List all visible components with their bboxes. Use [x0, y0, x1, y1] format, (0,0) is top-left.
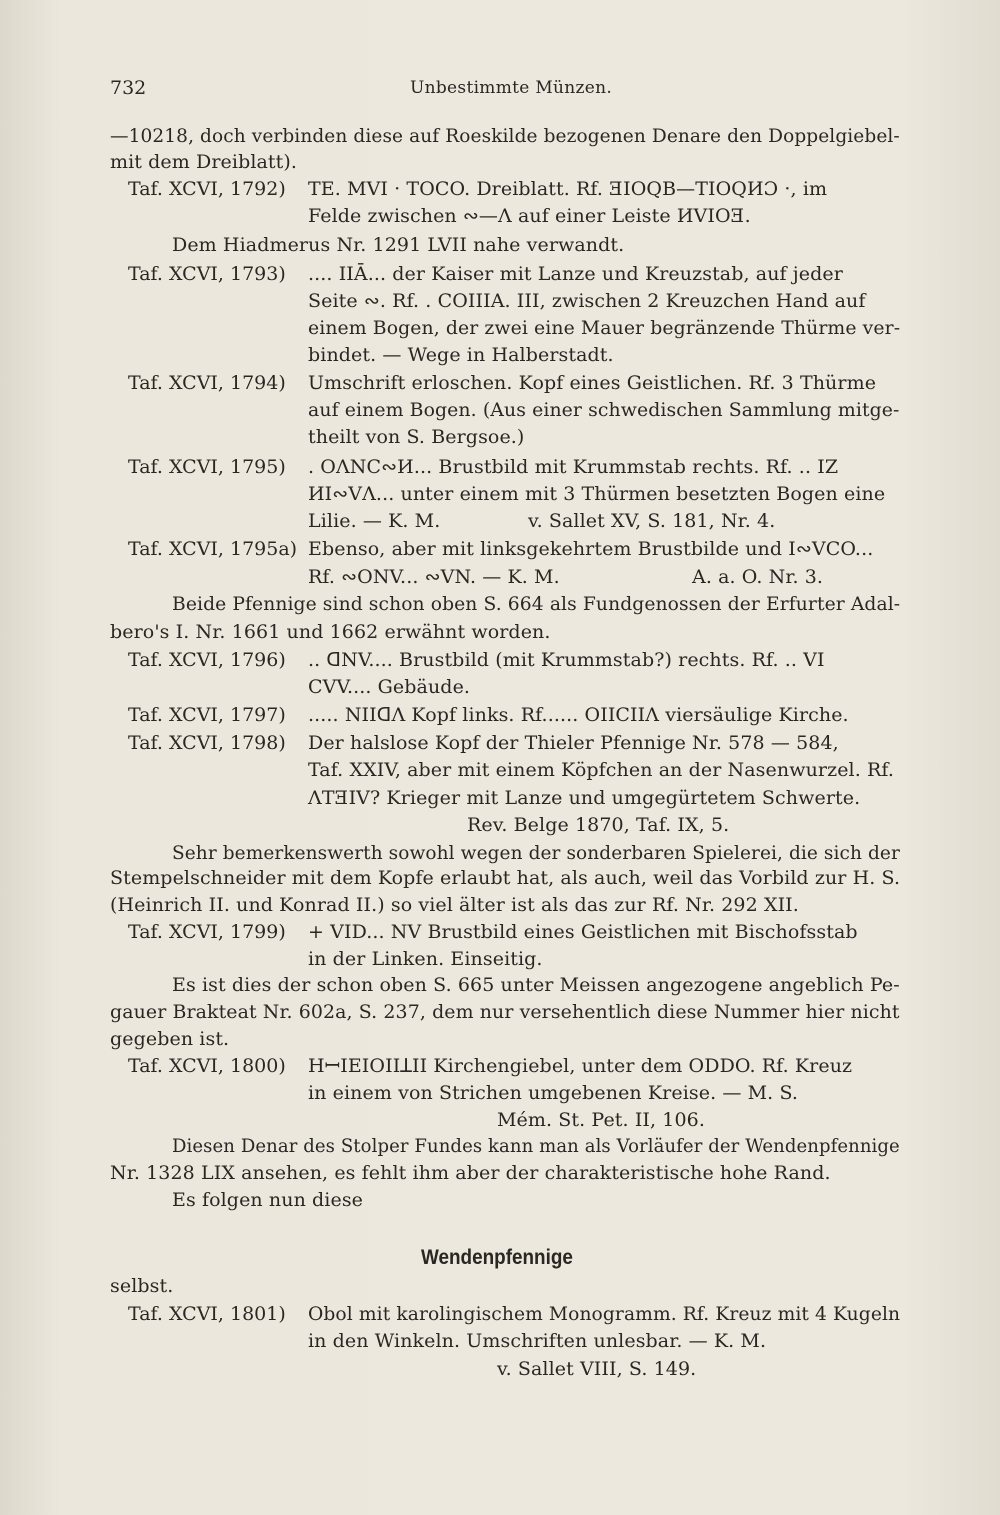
text-line: Es folgen nun diese	[172, 1189, 364, 1211]
text-line: Stempelschneider mit dem Kopfe erlaubt hat, als auch, weil das Vorbild zur H. S.	[110, 867, 901, 889]
plate-label: Taf. XCVI, 1793)	[128, 263, 286, 285]
plate-label: Taf. XCVI, 1794)	[128, 372, 286, 394]
text-line: Lilie. — K. M.	[308, 510, 441, 532]
text-line: in einem von Strichen umgebenen Kreise. — M. S.	[308, 1082, 799, 1104]
plate-label: Taf. XCVI, 1799)	[128, 921, 286, 943]
text-line: einem Bogen, der zwei eine Mauer begränzende Thürme ver-	[308, 317, 901, 339]
text-line: Es ist dies der schon oben S. 665 unter Meissen angezogene angeblich Pe-	[172, 974, 900, 996]
text-line: Mém. St. Pet. II, 106.	[497, 1109, 706, 1131]
text-line: .... IIĀ... der Kaiser mit Lanze und Kreuzstab, auf jeder	[308, 263, 843, 285]
text-line: Obol mit karolingischem Monogramm. Rf. Kreuz mit 4 Kugeln	[308, 1303, 901, 1325]
plate-label: Taf. XCVI, 1792)	[128, 178, 286, 200]
text-line: Beide Pfennige sind schon oben S. 664 als Fundgenossen der Erfurter Adal-	[172, 593, 901, 615]
plate-label: Taf. XCVI, 1797)	[128, 704, 286, 726]
text-line: Nr. 1328 LIX ansehen, es fehlt ihm aber der charakteristische hohe Rand.	[110, 1162, 831, 1184]
section-heading: Wendenpfennige	[421, 1246, 573, 1269]
text-line: v. Sallet VIII, S. 149.	[497, 1358, 697, 1380]
text-line: Seite ∾. Rf. . COIIIA. III, zwischen 2 Kreuzchen Hand auf	[308, 290, 866, 312]
text-line: Der halslose Kopf der Thieler Pfennige Nr. 578 — 584,	[308, 732, 839, 754]
plate-label: Taf. XCVI, 1796)	[128, 649, 286, 671]
text-line: TE. MVI · TOCO. Dreiblatt. Rf. ƎIOQB—TIOQИƆ ·, im	[308, 178, 828, 200]
text-line: Rf. ∾ONV... ∾VN. — K. M.	[308, 566, 560, 588]
text-line: CVV.... Gebäude.	[308, 676, 471, 698]
text-line: Diesen Denar des Stolper Fundes kann man als Vorläufer der Wendenpfennige	[172, 1135, 900, 1157]
plate-label: Taf. XCVI, 1795a)	[128, 538, 298, 560]
plate-label: Taf. XCVI, 1795)	[128, 456, 286, 478]
text-line: bero's I. Nr. 1661 und 1662 erwähnt worden.	[110, 621, 551, 643]
text-line: (Heinrich II. und Konrad II.) so viel älter ist als das zur Rf. Nr. 292 XII.	[110, 894, 799, 916]
text-line: Sehr bemerkenswerth sowohl wegen der sonderbaren Spielerei, die sich der	[172, 842, 900, 864]
text-line: selbst.	[110, 1275, 174, 1297]
text-line: .. ᗡNV.... Brustbild (mit Krummstab?) rechts. Rf. .. VI	[308, 649, 825, 671]
text-line: bindet. — Wege in Halberstadt.	[308, 344, 614, 366]
text-line: ΛTƎIV? Krieger mit Lanze und umgegürtetem Schwerte.	[308, 787, 861, 809]
text-line: Ebenso, aber mit linksgekehrtem Brustbilde und I∾VCO...	[308, 538, 874, 560]
text-line: theilt von S. Bergsoe.)	[308, 426, 525, 448]
text-line: A. a. O. Nr. 3.	[692, 566, 824, 588]
text-line: auf einem Bogen. (Aus einer schwedischen Sammlung mitge-	[308, 399, 900, 421]
plate-label: Taf. XCVI, 1801)	[128, 1303, 286, 1325]
text-line: Umschrift erloschen. Kopf eines Geistlichen. Rf. 3 Thürme	[308, 372, 877, 394]
running-head: Unbestimmte Münzen.	[410, 78, 613, 98]
text-line: in den Winkeln. Umschriften unlesbar. — K. M.	[308, 1330, 767, 1352]
text-line: HꟷIEIOIIꓕII Kirchengiebel, unter dem ODDO. Rf. Kreuz	[308, 1055, 853, 1077]
text-line: —10218, doch verbinden diese auf Roeskilde bezogenen Denare den Doppelgiebel-	[110, 125, 900, 147]
text-line: + VID... NV Brustbild eines Geistlichen mit Bischofsstab	[308, 921, 858, 943]
text-line: ИI∾VΛ... unter einem mit 3 Thürmen besetzten Bogen eine	[308, 483, 886, 505]
text-line: gauer Brakteat Nr. 602a, S. 237, dem nur versehentlich diese Nummer hier nicht	[110, 1001, 900, 1023]
page-number: 732	[110, 77, 147, 99]
text-line: Rev. Belge 1870, Taf. IX, 5.	[467, 814, 730, 836]
text-line: v. Sallet XV, S. 181, Nr. 4.	[528, 510, 776, 532]
plate-label: Taf. XCVI, 1798)	[128, 732, 286, 754]
text-line: Felde zwischen ∾—Ʌ auf einer Leiste ИVIOƎ.	[308, 205, 751, 227]
text-line: . OΛNC∾И... Brustbild mit Krummstab rechts. Rf. .. IZ	[308, 456, 839, 478]
text-line: ..... NIIᗡΛ Kopf links. Rf...... OIICIIΛ viersäulige Kirche.	[308, 704, 849, 726]
text-line: in der Linken. Einseitig.	[308, 948, 543, 970]
text-line: mit dem Dreiblatt).	[110, 151, 298, 173]
text-line: Dem Hiadmerus Nr. 1291 LVII nahe verwandt.	[172, 234, 625, 256]
text-line: Taf. XXIV, aber mit einem Köpfchen an der Nasenwurzel. Rf.	[308, 759, 895, 781]
text-line: gegeben ist.	[110, 1028, 230, 1050]
plate-label: Taf. XCVI, 1800)	[128, 1055, 286, 1077]
